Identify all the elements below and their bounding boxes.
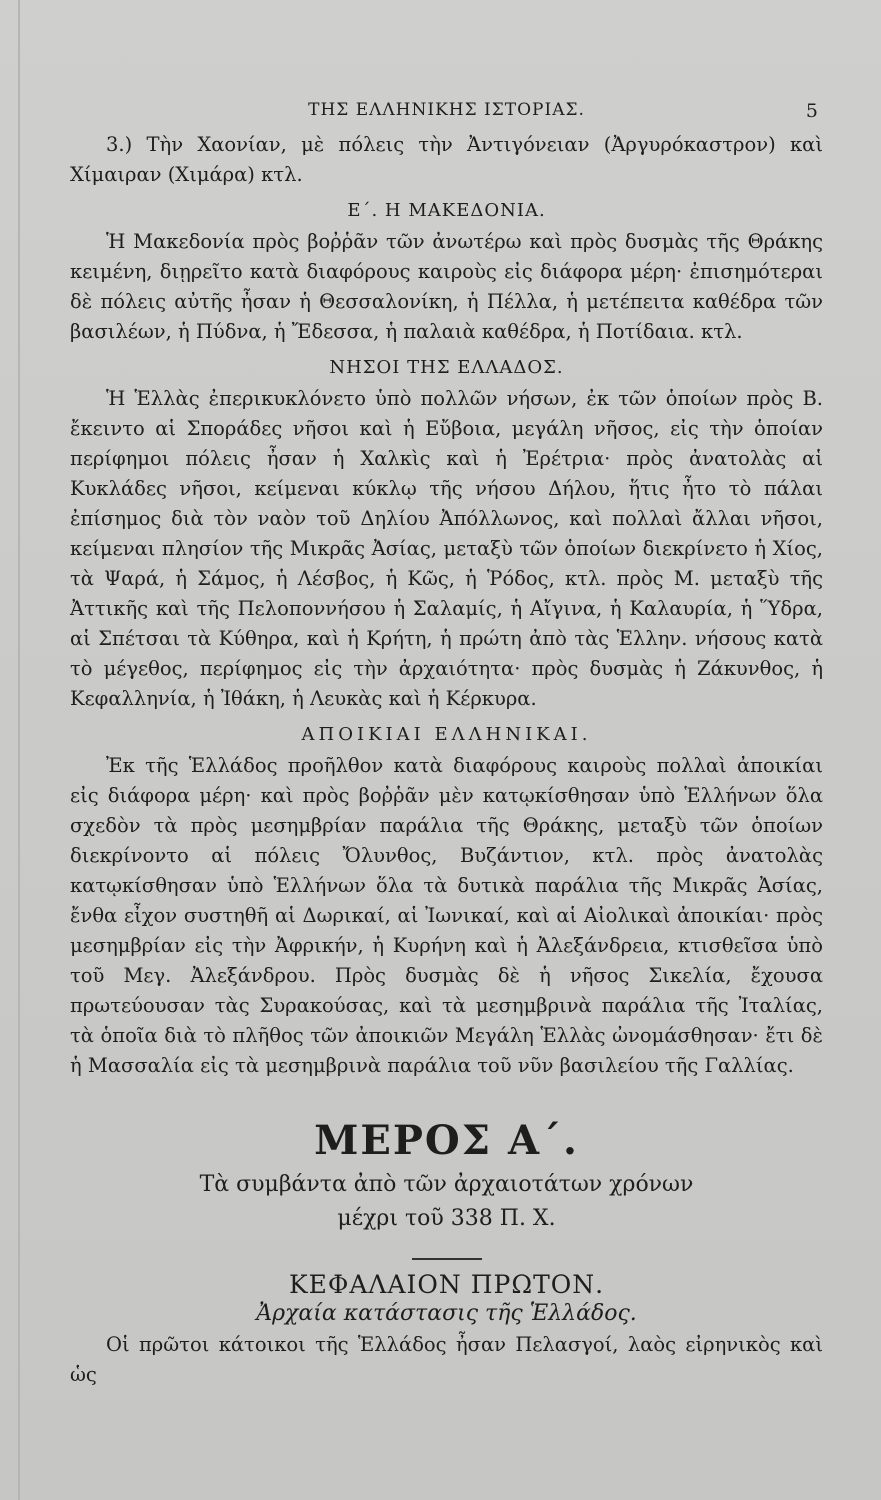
running-title: ΤΗΣ ΕΛΛΗΝΙΚΗΣ ΙΣΤΟΡΙΑΣ. xyxy=(308,100,585,120)
page-number: 5 xyxy=(805,100,819,122)
section-divider xyxy=(412,1258,482,1260)
chapter-subtitle: Ἀρχαία κατάστασις τῆς Ἑλλάδος. xyxy=(256,1301,637,1326)
epirus-item-paragraph: 3.) Τὴν Χαονίαν, μὲ πόλεις τὴν Ἀντιγόνειαν (Ἀργυρόκαστρον) καὶ Χίμαιραν (Χιμάρα) κτλ. xyxy=(70,133,823,186)
part-subtitle-line1: Τὰ συμβάντα ἀπὸ τῶν ἀρχαιοτάτων χρόνων xyxy=(199,1172,694,1197)
macedonia-heading: Ε΄. Η ΜΑΚΕΔΟΝΙΑ. xyxy=(347,200,546,221)
colonies-heading: ΑΠΟΙΚΙΑΙ ΕΛΛΗΝΙΚΑΙ. xyxy=(301,724,592,745)
islands-heading: ΝΗΣΟΙ ΤΗΣ ΕΛΛΑΔΟΣ. xyxy=(329,357,564,378)
part-title: ΜΕΡΟΣ Α΄. xyxy=(314,1117,579,1164)
chapter-title: ΚΕΦΑΛΑΙΟΝ ΠΡΩΤΟΝ. xyxy=(288,1270,605,1299)
part-subtitle-line2: μέχρι τοῦ 338 Π. Χ. xyxy=(337,1206,556,1231)
islands-paragraph: Ἡ Ἑλλὰς ἐπερικυκλόνετο ὑπὸ πολλῶν νήσων, ἐκ τῶν ὁποίων πρὸς Β. ἔκειντο αἱ Σποράδες νῆσοι καὶ ἡ Εὔβοια, μεγάλη νῆσος, εἰς τὴν ὁποίαν περίφημοι πόλεις ἦσαν ἡ Χαλκὶς καὶ ἡ Ἐρέτρια· πρὸς ἀνατολὰς αἱ Κυκλάδες νῆσοι, κείμεναι κύκλῳ τῆς νήσου Δήλου, ἥτις ἦτο τὸ πάλαι ἐπίσημος διὰ τὸν ναὸν τοῦ Δηλίου Ἀπόλλωνος, καὶ πολλαὶ ἄλλαι νῆσοι, κείμεναι πλησίον τῆς Μικρᾶς Ἀσίας, μεταξὺ τῶν ὁποίων διεκρίνετο ἡ Χίος, τὰ Ψαρά, ἡ Σάμος, ἡ Λέσβος, ἡ Κῶς, ἡ Ῥόδος, κτλ. πρὸς Μ. μεταξὺ τῆς Ἀττικῆς καὶ τῆς Πελοποννήσου ἡ Σαλαμίς, ἡ Αἴγινα, ἡ Καλαυρία, ἡ Ὕδρα, αἱ Σπέτσαι τὰ Κύθηρα, καὶ ἡ Κρήτη, ἡ πρώτη ἀπὸ τὰς Ἑλλην. νήσους κατὰ τὸ μέγεθος, περίφημος εἰς τὴν ἀρχαιότητα· πρὸς δυσμὰς ἡ Ζάκυνθος, ἡ Κεφαλληνία, ἡ Ἰθάκη, ἡ Λευκὰς καὶ ἡ Κέρκυρα. xyxy=(70,387,823,710)
colonies-paragraph: Ἐκ τῆς Ἑλλάδος προῆλθον κατὰ διαφόρους καιροὺς πολλαὶ ἀποικίαι εἰς διάφορα μέρη· καὶ πρὸς βοῤῥᾶν μὲν κατῳκίσθησαν ὑπὸ Ἑλλήνων ὅλα σχεδὸν τὰ πρὸς μεσημβρίαν παράλια τῆς Θράκης, μεταξὺ τῶν ὁποίων διεκρίνοντο αἱ πόλεις Ὄλυνθος, Βυζάντιον, κτλ. πρὸς ἀνατολὰς κατῳκίσθησαν ὑπὸ Ἑλλήνων ὅλα τὰ δυτικὰ παράλια τῆς Μικρᾶς Ἀσίας, ἔνθα εἶχον συστηθῆ αἱ Δωρικαί, αἱ Ἰωνικαί, καὶ αἱ Αἰολικαὶ ἀποικίαι· πρὸς μεσημβρίαν εἰς τὴν Ἀφρικήν, ἡ Κυρήνη καὶ ἡ Ἀλεξάνδρεια, κτισθεῖσα ὑπὸ τοῦ Μεγ. Ἀλεξάνδρου. Πρὸς δυσμὰς δὲ ἡ νῆσος Σικελία, ἔχουσα πρωτεύουσαν τὰς Συρακούσας, καὶ τὰ μεσημβρινὰ παράλια τῆς Ἰταλίας, τὰ ὁποῖα διὰ τὸ πλῆθος τῶν ἀποικιῶν Μεγάλη Ἑλλὰς ὠνομάσθησαν· ἔτι δὲ ἡ Μασσαλία εἰς τὰ μεσημβρινὰ παράλια τοῦ νῦν βασιλείου τῆς Γαλλίας. xyxy=(70,754,823,1077)
running-head xyxy=(70,100,823,120)
chapter-first-line: Οἱ πρῶτοι κάτοικοι τῆς Ἑλλάδος ἦσαν Πελασγοί, λαὸς εἰρηνικὸς καὶ ὡς xyxy=(70,1333,823,1386)
page-edge-shadow xyxy=(18,0,20,1500)
macedonia-paragraph: Ἡ Μακεδονία πρὸς βοῤῥᾶν τῶν ἀνωτέρω καὶ πρὸς δυσμὰς τῆς Θράκης κειμένη, διῃρεῖτο κατὰ διαφόρους καιροὺς εἰς διάφορα μέρη· ἐπισημότεραι δὲ πόλεις αὐτῆς ἦσαν ἡ Θεσσαλονίκη, ἡ Πέλλα, ἡ μετέπειτα καθέδρα τῶν βασιλέων, ἡ Πύδνα, ἡ Ἔδεσσα, ἡ παλαιὰ καθέδρα, ἡ Ποτίδαια. κτλ. xyxy=(70,230,823,343)
